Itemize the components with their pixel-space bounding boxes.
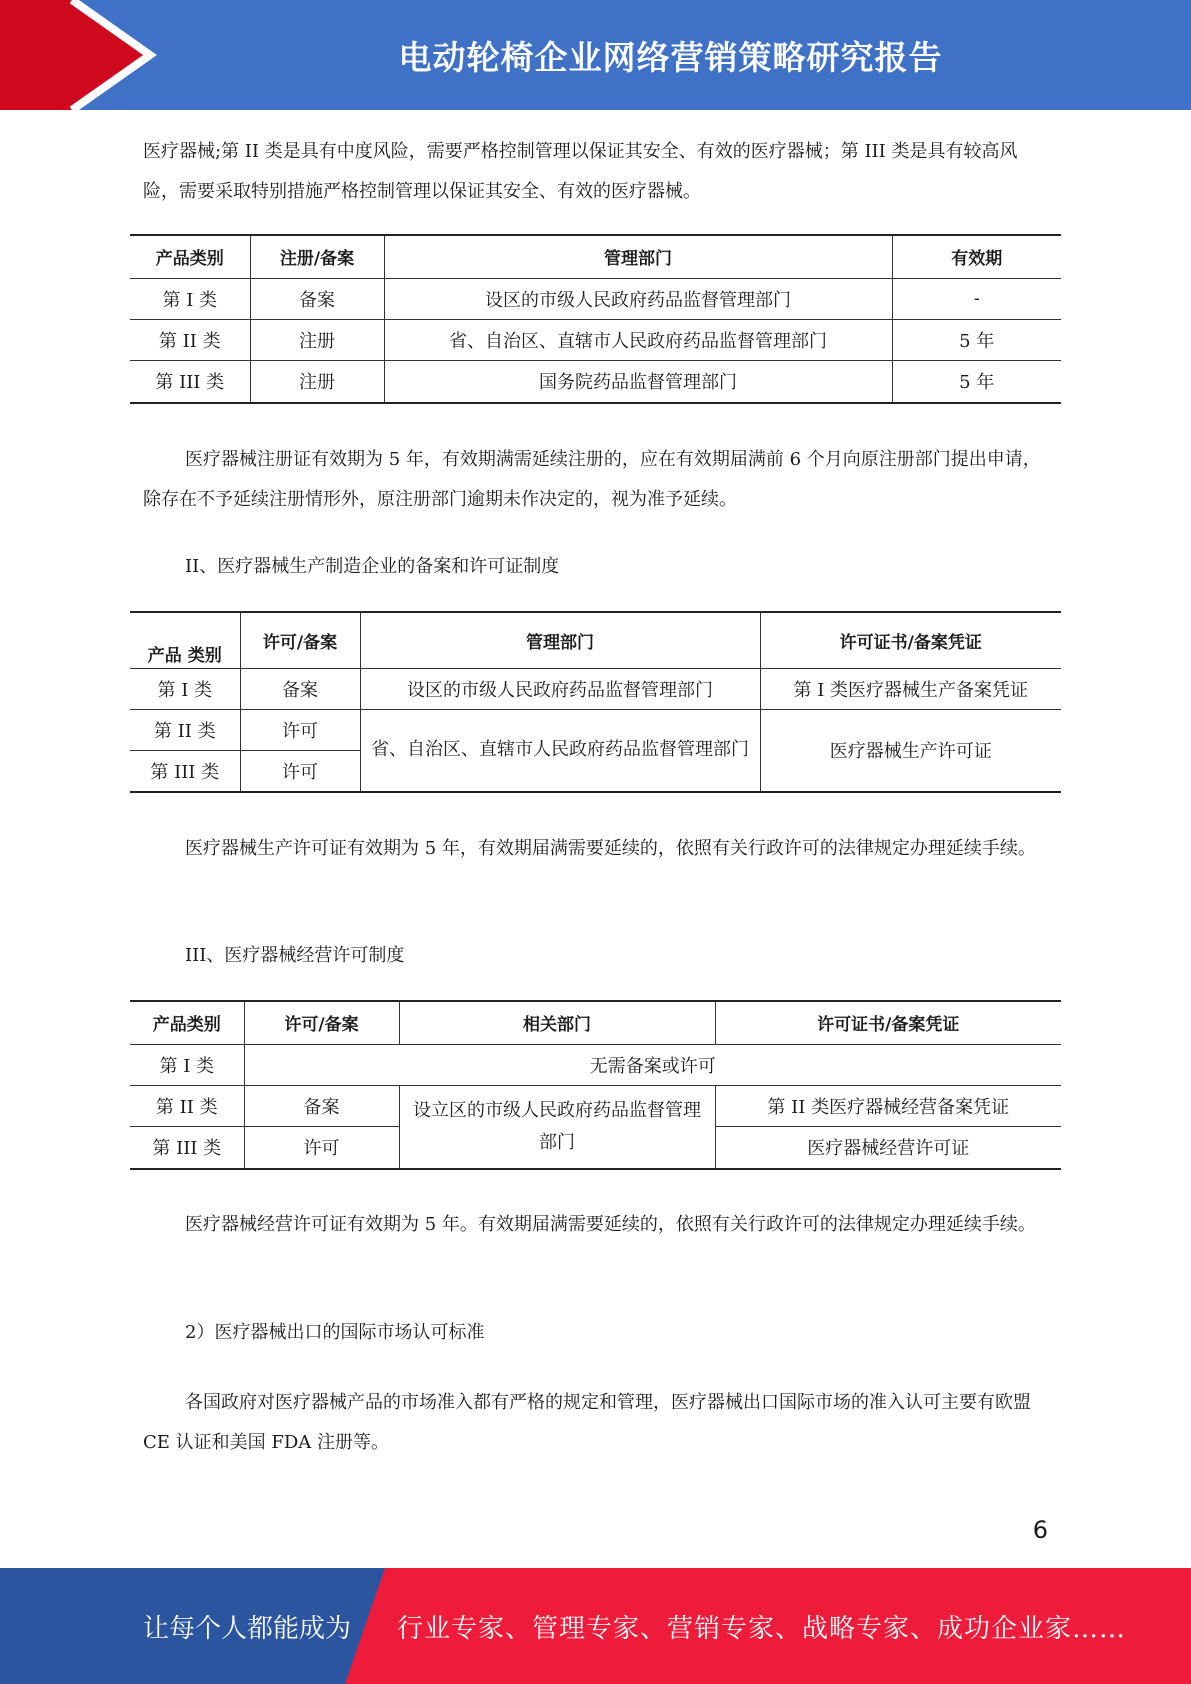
table-cell: 第 III 类 xyxy=(130,1126,244,1169)
table-header-cell: 产品 类别 xyxy=(130,612,240,668)
table-header-cell: 相关部门 xyxy=(399,1001,715,1044)
section-heading-export: 2）医疗器械出口的国际市场认可标准 xyxy=(185,1322,485,1343)
table-cell: 许可 xyxy=(244,1126,399,1169)
table-cell: 设区的市级人民政府药品监督管理部门 xyxy=(360,668,760,709)
section-heading-operation: III、医疗器械经营许可制度 xyxy=(185,945,405,966)
table-cell: 第 I 类 xyxy=(130,1044,244,1085)
table-cell: 第 II 类 xyxy=(130,319,250,360)
table-cell: 第 I 类 xyxy=(130,668,240,709)
table-header-cell: 许可/备案 xyxy=(240,612,360,668)
table-cell: 许可 xyxy=(240,709,360,750)
table-row xyxy=(130,668,1061,709)
table-header-cell: 管理部门 xyxy=(384,235,892,278)
table-cell-merged: 省、自治区、直辖市人民政府药品监督管理部门 xyxy=(360,709,760,792)
page-title: 电动轮椅企业网络营销策略研究报告 xyxy=(398,37,943,77)
table-cell: 第 II 类医疗器械经营备案凭证 xyxy=(715,1085,1061,1126)
table-cell: - xyxy=(892,278,1061,319)
table-cell: 医疗器械经营许可证 xyxy=(715,1126,1061,1169)
registration-table xyxy=(130,234,1061,404)
table-header-cell: 产品类别 xyxy=(130,235,250,278)
table-cell: 第 III 类 xyxy=(130,360,250,403)
export-standards-paragraph: 各国政府对医疗器械产品的市场准入都有严格的规定和管理，医疗器械出口国际市场的准入认可主要有欧盟 CE 认证和美国 FDA 注册等。 xyxy=(143,1392,1031,1453)
table-cell: 第 I 类 xyxy=(130,278,250,319)
table-header-row xyxy=(130,235,1061,278)
table-cell: 第 II 类 xyxy=(130,709,240,750)
table-cell-merged: 设立区的市级人民政府药品监督管理部门 xyxy=(399,1085,715,1169)
table-cell: 5 年 xyxy=(892,360,1061,403)
table-row xyxy=(130,319,1061,360)
intro-paragraph: 医疗器械;第 II 类是具有中度风险，需要严格控制管理以保证其安全、有效的医疗器械；第 III 类是具有较高风险，需要采取特别措施严格控制管理以保证其安全、有效的医疗器械。 xyxy=(143,141,1018,202)
table-header-cell: 有效期 xyxy=(892,235,1061,278)
table-cell: 设区的市级人民政府药品监督管理部门 xyxy=(384,278,892,319)
table-cell: 5 年 xyxy=(892,319,1061,360)
table-row xyxy=(130,1085,1061,1126)
table-cell: 国务院药品监督管理部门 xyxy=(384,360,892,403)
section-heading-production: II、医疗器械生产制造企业的备案和许可证制度 xyxy=(185,556,560,577)
production-validity-paragraph: 医疗器械生产许可证有效期为 5 年，有效期届满需要延续的，依照有关行政许可的法律规定办理延续手续。 xyxy=(185,838,1036,859)
table-cell-merged: 医疗器械生产许可证 xyxy=(760,709,1061,792)
page-header xyxy=(0,0,1191,110)
table-cell: 备案 xyxy=(240,668,360,709)
table-cell: 注册 xyxy=(250,360,384,403)
table-cell: 第 III 类 xyxy=(130,750,240,792)
table-header-row xyxy=(130,612,1061,668)
header-chevron-graphic xyxy=(0,0,160,110)
table-header-cell: 管理部门 xyxy=(360,612,760,668)
table-header-cell: 产品类别 xyxy=(130,1001,244,1044)
table-header-cell: 许可/备案 xyxy=(244,1001,399,1044)
table-cell: 第 I 类医疗器械生产备案凭证 xyxy=(760,668,1061,709)
table-row xyxy=(130,709,1061,750)
table-cell: 备案 xyxy=(244,1085,399,1126)
page-footer xyxy=(0,1568,1191,1684)
footer-slogan-right: 行业专家、管理专家、营销专家、战略专家、成功企业家…… xyxy=(397,1613,1127,1644)
table-header-cell: 许可证书/备案凭证 xyxy=(715,1001,1061,1044)
table-header-cell: 注册/备案 xyxy=(250,235,384,278)
production-license-table xyxy=(130,611,1061,793)
operation-license-table xyxy=(130,1000,1061,1170)
table-row xyxy=(130,360,1061,403)
footer-slogan-left: 让每个人都能成为 xyxy=(143,1613,352,1644)
table-row xyxy=(130,1044,1061,1085)
operation-validity-paragraph: 医疗器械经营许可证有效期为 5 年。有效期届满需要延续的，依照有关行政许可的法律规定办理延续手续。 xyxy=(185,1214,1036,1235)
table-cell: 第 II 类 xyxy=(130,1085,244,1126)
table-cell: 注册 xyxy=(250,319,384,360)
table-header-row xyxy=(130,1001,1061,1044)
table-header-cell: 许可证书/备案凭证 xyxy=(760,612,1061,668)
table-cell: 备案 xyxy=(250,278,384,319)
table-cell: 省、自治区、直辖市人民政府药品监督管理部门 xyxy=(384,319,892,360)
table-cell-merged: 无需备案或许可 xyxy=(244,1044,1061,1085)
page-number: 6 xyxy=(1032,1516,1048,1544)
table-cell: 许可 xyxy=(240,750,360,792)
table-row xyxy=(130,278,1061,319)
registration-validity-paragraph: 医疗器械注册证有效期为 5 年，有效期满需延续注册的，应在有效期届满前 6 个月向原注册部门提出申请，除存在不予延续注册情形外，原注册部门逾期未作决定的，视为准予延续。 xyxy=(143,449,1041,510)
